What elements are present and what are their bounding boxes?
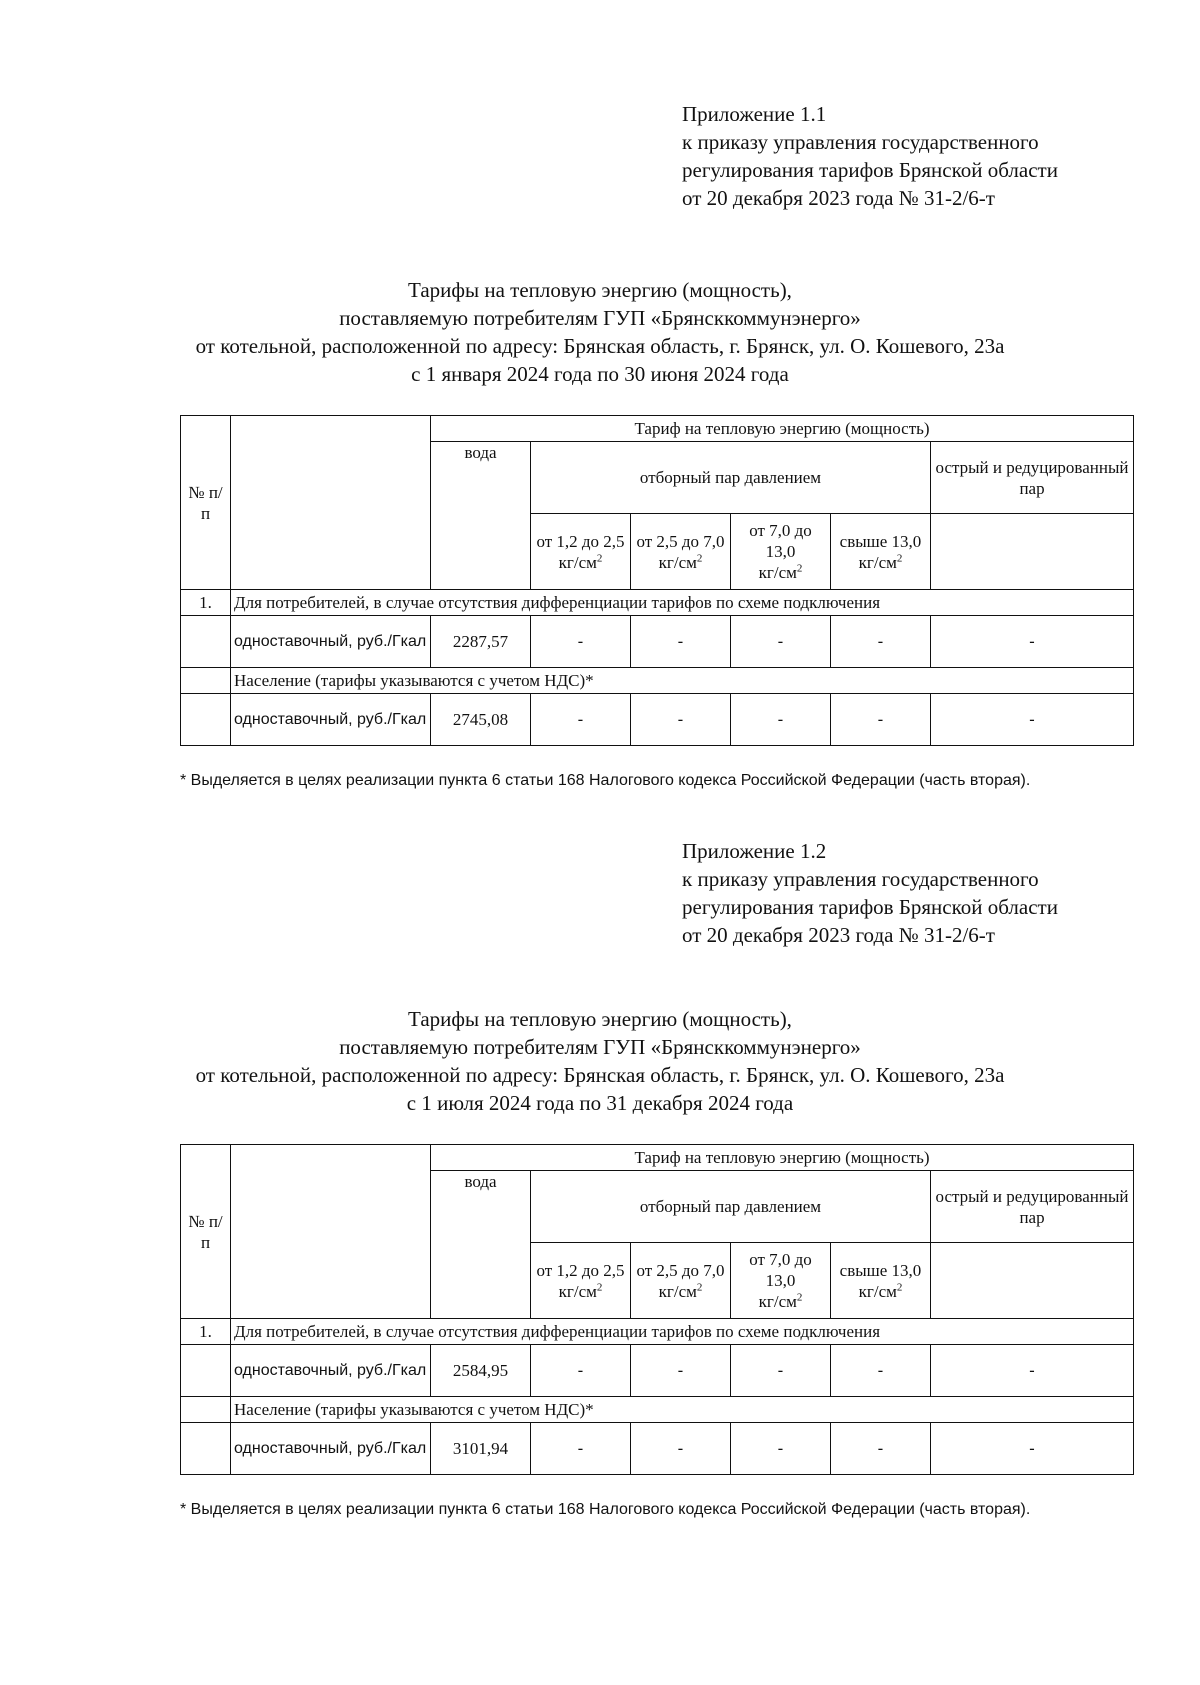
appendix-authority-line: регулирования тарифов Брянской области: [682, 895, 1058, 919]
unit-exponent: 2: [596, 1280, 603, 1293]
tariff-table-2: [180, 1144, 1134, 1475]
pressure-range: от 1,2 до 2,5: [536, 1260, 625, 1280]
dash-cell: -: [631, 694, 731, 746]
pressure-unit: кг/см: [758, 563, 797, 582]
unit-exponent: 2: [696, 551, 703, 564]
row-number-empty: [181, 694, 231, 746]
dash-cell: -: [931, 694, 1134, 746]
tariff-title-2: [0, 1005, 1200, 1117]
appendix-date-line: от 20 декабря 2023 года № 31-2/6-т: [682, 923, 995, 947]
unit-exponent: 2: [596, 551, 603, 564]
dash-cell: -: [731, 1345, 831, 1397]
col-header-pressure-7-0-13-0: [731, 514, 831, 590]
col-header-sharp-steam-empty: [931, 514, 1134, 590]
group-label: Для потребителей, в случае отсутствия дифференциации тарифов по схеме подключения: [231, 1319, 1134, 1345]
pressure-range: от 2,5 до 7,0: [636, 531, 725, 551]
unit-exponent: 2: [696, 1280, 703, 1293]
pressure-unit: кг/см: [858, 552, 897, 572]
dash-cell: -: [531, 694, 631, 746]
table-row: [181, 1423, 1134, 1475]
col-header-empty: [231, 416, 431, 590]
col-header-sharp-steam: острый и редуцированный пар: [931, 442, 1134, 514]
appendix-number: Приложение 1.1: [682, 102, 827, 126]
col-header-pressure-7-0-13-0: [731, 1243, 831, 1319]
col-header-sharp-steam: острый и редуцированный пар: [931, 1171, 1134, 1243]
col-header-pressure-1-2-2-5: [531, 514, 631, 590]
title-line: Тарифы на тепловую энергию (мощность),: [408, 278, 792, 302]
tariff-title-1: [0, 276, 1200, 388]
col-header-water: вода: [431, 442, 531, 590]
col-header-pressure-over-13-0: [831, 1243, 931, 1319]
dash-cell: -: [631, 616, 731, 668]
col-header-tariff: Тариф на тепловую энергию (мощность): [431, 1145, 1134, 1171]
pressure-unit: кг/см: [858, 1281, 897, 1301]
row-number-empty: [181, 1397, 231, 1423]
pressure-range: от 7,0 до 13,0: [749, 1250, 812, 1290]
unit-exponent: 2: [796, 562, 803, 575]
table-row: [181, 590, 1134, 616]
dash-cell: -: [731, 616, 831, 668]
footnote-2: * Выделяется в целях реализации пункта 6 статьи 168 Налогового кодекса Российской Федерации (часть вторая).: [180, 1501, 1031, 1518]
title-line: поставляемую потребителям ГУП «Брянсккоммунэнерго»: [339, 1035, 861, 1059]
dash-cell: -: [931, 1423, 1134, 1475]
dash-cell: -: [531, 1423, 631, 1475]
pressure-range: свыше 13,0: [839, 1260, 922, 1280]
row-number-empty: [181, 668, 231, 694]
col-header-water: вода: [431, 1171, 531, 1319]
appendix-number: Приложение 1.2: [682, 839, 827, 863]
dash-cell: -: [831, 1423, 931, 1475]
rate-label: одноставочный, руб./Гкал: [231, 1345, 431, 1397]
dash-cell: -: [631, 1345, 731, 1397]
title-line: от котельной, расположенной по адресу: Брянская область, г. Брянск, ул. О. Кошевого, 23а: [195, 1063, 1005, 1087]
appendix-date-line: от 20 декабря 2023 года № 31-2/6-т: [682, 186, 995, 210]
row-number: 1.: [181, 1319, 231, 1345]
row-number-empty: [181, 1345, 231, 1397]
appendix-header-1: [682, 100, 1152, 212]
pressure-range: свыше 13,0: [839, 531, 922, 551]
row-number-empty: [181, 616, 231, 668]
dash-cell: -: [931, 616, 1134, 668]
col-header-sharp-steam-empty: [931, 1243, 1134, 1319]
title-line: от котельной, расположенной по адресу: Брянская область, г. Брянск, ул. О. Кошевого, 23а: [195, 334, 1005, 358]
col-header-pressure-over-13-0: [831, 514, 931, 590]
col-header-pressure-2-5-7-0: [631, 1243, 731, 1319]
unit-exponent: 2: [896, 1280, 903, 1293]
dash-cell: -: [931, 1345, 1134, 1397]
pressure-unit: кг/см: [658, 1281, 697, 1301]
col-header-selected-steam: отборный пар давлением: [531, 442, 931, 514]
group-label: Население (тарифы указываются с учетом НДС)*: [231, 668, 1134, 694]
unit-exponent: 2: [796, 1291, 803, 1304]
pressure-unit: кг/см: [558, 552, 597, 572]
tariff-table-1: [180, 415, 1134, 746]
dash-cell: -: [631, 1423, 731, 1475]
unit-exponent: 2: [896, 551, 903, 564]
dash-cell: -: [831, 1345, 931, 1397]
col-header-empty: [231, 1145, 431, 1319]
row-number: 1.: [181, 590, 231, 616]
dash-cell: -: [731, 1423, 831, 1475]
pressure-unit: кг/см: [558, 1281, 597, 1301]
pressure-range: от 7,0 до 13,0: [749, 521, 812, 561]
dash-cell: -: [531, 616, 631, 668]
table-row: [181, 1345, 1134, 1397]
group-label: Для потребителей, в случае отсутствия дифференциации тарифов по схеме подключения: [231, 590, 1134, 616]
title-period: с 1 января 2024 года по 30 июня 2024 года: [411, 362, 789, 386]
col-header-pressure-1-2-2-5: [531, 1243, 631, 1319]
appendix-order-line: к приказу управления государственного: [682, 130, 1039, 154]
dash-cell: -: [831, 616, 931, 668]
footnote-1: * Выделяется в целях реализации пункта 6 статьи 168 Налогового кодекса Российской Федерации (часть вторая).: [180, 772, 1031, 789]
water-tariff-value: 2584,95: [431, 1345, 531, 1397]
title-line: Тарифы на тепловую энергию (мощность),: [408, 1007, 792, 1031]
col-header-number: № п/п: [181, 1145, 231, 1319]
rate-label: одноставочный, руб./Гкал: [231, 616, 431, 668]
col-header-tariff: Тариф на тепловую энергию (мощность): [431, 416, 1134, 442]
water-tariff-value: 2745,08: [431, 694, 531, 746]
table-row: [181, 668, 1134, 694]
pressure-range: от 1,2 до 2,5: [536, 531, 625, 551]
col-header-selected-steam: отборный пар давлением: [531, 1171, 931, 1243]
title-line: поставляемую потребителям ГУП «Брянсккоммунэнерго»: [339, 306, 861, 330]
pressure-range: от 2,5 до 7,0: [636, 1260, 725, 1280]
pressure-unit: кг/см: [658, 552, 697, 572]
pressure-unit: кг/см: [758, 1292, 797, 1311]
rate-label: одноставочный, руб./Гкал: [231, 694, 431, 746]
table-row: [181, 694, 1134, 746]
water-tariff-value: 3101,94: [431, 1423, 531, 1475]
col-header-pressure-2-5-7-0: [631, 514, 731, 590]
row-number-empty: [181, 1423, 231, 1475]
title-period: с 1 июля 2024 года по 31 декабря 2024 года: [406, 1091, 794, 1115]
dash-cell: -: [831, 694, 931, 746]
group-label: Население (тарифы указываются с учетом НДС)*: [231, 1397, 1134, 1423]
table-row: [181, 1319, 1134, 1345]
table-row: [181, 616, 1134, 668]
appendix-authority-line: регулирования тарифов Брянской области: [682, 158, 1058, 182]
appendix-header-2: [682, 837, 1152, 949]
table-row: [181, 1397, 1134, 1423]
dash-cell: -: [731, 694, 831, 746]
water-tariff-value: 2287,57: [431, 616, 531, 668]
rate-label: одноставочный, руб./Гкал: [231, 1423, 431, 1475]
appendix-order-line: к приказу управления государственного: [682, 867, 1039, 891]
col-header-number: № п/п: [181, 416, 231, 590]
dash-cell: -: [531, 1345, 631, 1397]
